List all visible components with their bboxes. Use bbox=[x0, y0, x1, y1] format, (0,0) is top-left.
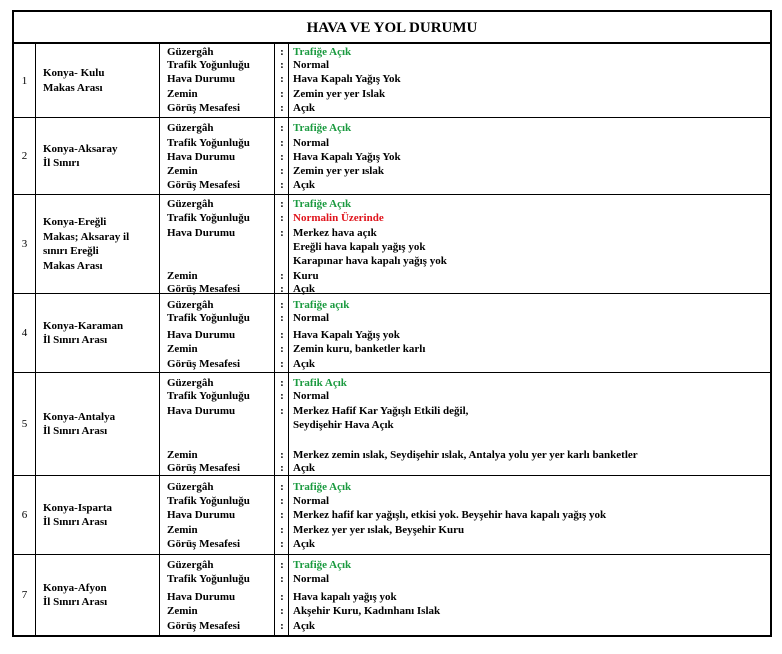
condition-value: Normal bbox=[293, 495, 330, 507]
condition-value: Açık bbox=[293, 102, 315, 114]
colon-separator: : bbox=[280, 59, 284, 71]
condition-value: Merkez hafif kar yağışlı, etkisi yok. Beyşehir hava kapalı yağış yok bbox=[293, 509, 607, 521]
separator-column bbox=[275, 44, 289, 117]
table-row bbox=[14, 118, 770, 195]
condition-values bbox=[289, 44, 770, 117]
condition-label: Güzergâh bbox=[167, 122, 214, 134]
table-row bbox=[14, 195, 770, 294]
condition-label: Hava Durumu bbox=[167, 405, 236, 417]
condition-label: Hava Durumu bbox=[167, 329, 236, 341]
condition-value: Normal bbox=[293, 573, 330, 585]
condition-label: Trafik Yoğunluğu bbox=[167, 59, 250, 71]
condition-value: Trafik Açık bbox=[293, 377, 347, 389]
condition-value: Trafiğe açık bbox=[293, 299, 350, 311]
condition-value: Açık bbox=[293, 358, 315, 370]
route-name: Konya- Kulu Makas Arası bbox=[36, 44, 160, 117]
condition-value: Açık bbox=[293, 620, 315, 632]
condition-value: Hava Kapalı Yağış Yok bbox=[293, 73, 401, 85]
condition-value: Normal bbox=[293, 137, 330, 149]
condition-value: Hava Kapalı Yağış yok bbox=[293, 329, 400, 341]
colon-separator: : bbox=[280, 481, 284, 493]
colon-separator: : bbox=[280, 312, 284, 324]
condition-values bbox=[289, 294, 770, 372]
condition-labels bbox=[160, 118, 275, 194]
condition-value: Açık bbox=[293, 283, 315, 295]
condition-value: Hava kapalı yağış yok bbox=[293, 591, 397, 603]
colon-separator: : bbox=[280, 283, 284, 295]
colon-separator: : bbox=[280, 102, 284, 114]
condition-label: Zemin bbox=[167, 449, 198, 461]
condition-label: Güzergâh bbox=[167, 46, 214, 58]
condition-label: Trafik Yoğunluğu bbox=[167, 137, 250, 149]
colon-separator: : bbox=[280, 462, 284, 474]
condition-labels bbox=[160, 195, 275, 293]
condition-label: Görüş Mesafesi bbox=[167, 462, 241, 474]
condition-value: Normalin Üzerinde bbox=[293, 212, 384, 224]
separator-column bbox=[275, 195, 289, 293]
table-row bbox=[14, 44, 770, 118]
row-number: 4 bbox=[14, 294, 36, 372]
condition-label: Zemin bbox=[167, 270, 198, 282]
condition-value: Merkez yer yer ıslak, Beyşehir Kuru bbox=[293, 524, 465, 536]
colon-separator: : bbox=[280, 179, 284, 191]
condition-label: Trafik Yoğunluğu bbox=[167, 312, 250, 324]
colon-separator: : bbox=[280, 165, 284, 177]
condition-value: Seydişehir Hava Açık bbox=[293, 419, 394, 431]
colon-separator: : bbox=[280, 591, 284, 603]
colon-separator: : bbox=[280, 88, 284, 100]
condition-labels bbox=[160, 294, 275, 372]
condition-label: Görüş Mesafesi bbox=[167, 620, 241, 632]
row-number: 3 bbox=[14, 195, 36, 293]
condition-label: Trafik Yoğunluğu bbox=[167, 495, 250, 507]
condition-label: Görüş Mesafesi bbox=[167, 358, 241, 370]
separator-column bbox=[275, 555, 289, 635]
table-row bbox=[14, 555, 770, 635]
condition-label: Görüş Mesafesi bbox=[167, 102, 241, 114]
colon-separator: : bbox=[280, 212, 284, 224]
condition-value: Trafiğe Açık bbox=[293, 122, 352, 134]
condition-value: Kuru bbox=[293, 270, 319, 282]
condition-value: Zemin kuru, banketler karlı bbox=[293, 343, 426, 355]
colon-separator: : bbox=[280, 227, 284, 239]
table-title: HAVA VE YOL DURUMU bbox=[14, 12, 770, 44]
condition-label: Trafik Yoğunluğu bbox=[167, 573, 250, 585]
colon-separator: : bbox=[280, 509, 284, 521]
condition-values bbox=[289, 195, 770, 293]
condition-label: Görüş Mesafesi bbox=[167, 283, 241, 295]
condition-labels bbox=[160, 373, 275, 475]
row-number: 6 bbox=[14, 476, 36, 554]
colon-separator: : bbox=[280, 573, 284, 585]
condition-label: Trafik Yoğunluğu bbox=[167, 390, 250, 402]
condition-values bbox=[289, 118, 770, 194]
table-row bbox=[14, 476, 770, 555]
condition-value: Normal bbox=[293, 59, 330, 71]
condition-value: Merkez Hafif Kar Yağışlı Etkili değil, bbox=[293, 405, 469, 417]
route-name: Konya-Aksaray İl Sınırı bbox=[36, 118, 160, 194]
condition-label: Zemin bbox=[167, 524, 198, 536]
colon-separator: : bbox=[280, 495, 284, 507]
colon-separator: : bbox=[280, 343, 284, 355]
condition-label: Güzergâh bbox=[167, 559, 214, 571]
condition-label: Güzergâh bbox=[167, 198, 214, 210]
condition-values bbox=[289, 555, 770, 635]
condition-label: Zemin bbox=[167, 343, 198, 355]
colon-separator: : bbox=[280, 524, 284, 536]
colon-separator: : bbox=[280, 122, 284, 134]
separator-column bbox=[275, 118, 289, 194]
row-number: 2 bbox=[14, 118, 36, 194]
condition-value: Açık bbox=[293, 538, 315, 550]
condition-label: Trafik Yoğunluğu bbox=[167, 212, 250, 224]
condition-labels bbox=[160, 476, 275, 554]
condition-value: Ereğli hava kapalı yağış yok bbox=[293, 241, 426, 253]
condition-label: Zemin bbox=[167, 605, 198, 617]
route-name: Konya-Isparta İl Sınırı Arası bbox=[36, 476, 160, 554]
condition-label: Güzergâh bbox=[167, 377, 214, 389]
condition-label: Hava Durumu bbox=[167, 509, 236, 521]
condition-label: Hava Durumu bbox=[167, 227, 236, 239]
condition-value: Normal bbox=[293, 312, 330, 324]
condition-label: Güzergâh bbox=[167, 299, 214, 311]
condition-value: Trafiğe Açık bbox=[293, 559, 352, 571]
condition-value: Merkez hava açık bbox=[293, 227, 377, 239]
colon-separator: : bbox=[280, 46, 284, 58]
condition-label: Güzergâh bbox=[167, 481, 214, 493]
condition-label: Zemin bbox=[167, 88, 198, 100]
condition-value: Zemin yer yer ıslak bbox=[293, 165, 384, 177]
colon-separator: : bbox=[280, 605, 284, 617]
row-number: 7 bbox=[14, 555, 36, 635]
condition-labels bbox=[160, 44, 275, 117]
condition-value: Zemin yer yer Islak bbox=[293, 88, 386, 100]
colon-separator: : bbox=[280, 620, 284, 632]
condition-value: Açık bbox=[293, 462, 315, 474]
condition-value: Merkez zemin ıslak, Seydişehir ıslak, Antalya yolu yer yer karlı banketler bbox=[293, 449, 638, 461]
row-number: 1 bbox=[14, 44, 36, 117]
route-name: Konya-Antalya İl Sınırı Arası bbox=[36, 373, 160, 475]
colon-separator: : bbox=[280, 405, 284, 417]
colon-separator: : bbox=[280, 538, 284, 550]
condition-value: Hava Kapalı Yağış Yok bbox=[293, 151, 401, 163]
colon-separator: : bbox=[280, 299, 284, 311]
condition-values bbox=[289, 373, 770, 475]
condition-value: Trafiğe Açık bbox=[293, 481, 352, 493]
colon-separator: : bbox=[280, 358, 284, 370]
colon-separator: : bbox=[280, 377, 284, 389]
condition-label: Hava Durumu bbox=[167, 151, 236, 163]
colon-separator: : bbox=[280, 559, 284, 571]
colon-separator: : bbox=[280, 329, 284, 341]
colon-separator: : bbox=[280, 137, 284, 149]
condition-value: Trafiğe Açık bbox=[293, 198, 352, 210]
condition-label: Hava Durumu bbox=[167, 591, 236, 603]
separator-column bbox=[275, 294, 289, 372]
condition-label: Görüş Mesafesi bbox=[167, 179, 241, 191]
condition-value: Akşehir Kuru, Kadınhanı Islak bbox=[293, 605, 441, 617]
route-name: Konya-Afyon İl Sınırı Arası bbox=[36, 555, 160, 635]
route-name: Konya-Ereğli Makas; Aksaray il sınırı Ereğli Makas Arası bbox=[36, 195, 160, 293]
colon-separator: : bbox=[280, 73, 284, 85]
condition-value: Karapınar hava kapalı yağış yok bbox=[293, 255, 447, 267]
condition-value: Normal bbox=[293, 390, 330, 402]
separator-column bbox=[275, 476, 289, 554]
colon-separator: : bbox=[280, 270, 284, 282]
colon-separator: : bbox=[280, 390, 284, 402]
condition-values bbox=[289, 476, 770, 554]
condition-label: Hava Durumu bbox=[167, 73, 236, 85]
table-row bbox=[14, 294, 770, 373]
table-row bbox=[14, 373, 770, 476]
separator-column bbox=[275, 373, 289, 475]
condition-label: Görüş Mesafesi bbox=[167, 538, 241, 550]
row-number: 5 bbox=[14, 373, 36, 475]
condition-value: Açık bbox=[293, 179, 315, 191]
condition-labels bbox=[160, 555, 275, 635]
road-weather-table bbox=[12, 10, 772, 637]
condition-label: Zemin bbox=[167, 165, 198, 177]
route-name: Konya-Karaman İl Sınırı Arası bbox=[36, 294, 160, 372]
condition-value: Trafiğe Açık bbox=[293, 46, 352, 58]
colon-separator: : bbox=[280, 198, 284, 210]
colon-separator: : bbox=[280, 151, 284, 163]
colon-separator: : bbox=[280, 449, 284, 461]
